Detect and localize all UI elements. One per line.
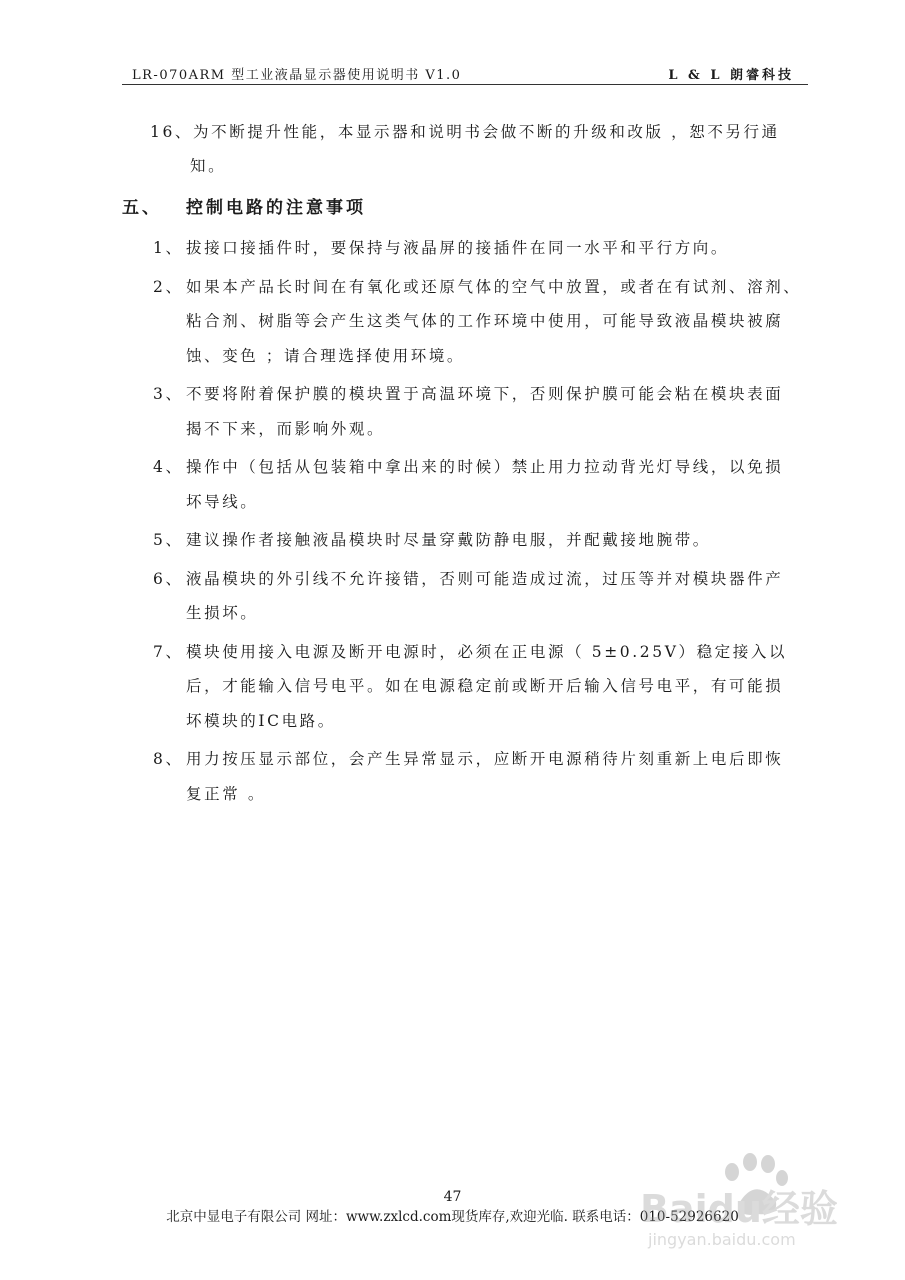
section-item-number: 8、 <box>153 750 184 768</box>
section-heading <box>122 193 366 218</box>
page-footer: 北京中显电子有限公司 网址：www.zxlcd.com现货库存,欢迎光临. 联系电话：010-52926620 <box>166 1209 739 1225</box>
section-item-8-line-1 <box>153 747 783 769</box>
section-item-7-line-1 <box>153 640 787 662</box>
section-item-text: 液晶模块的外引线不允许接错，否则可能造成过流，过压等并对模块器件产 <box>186 569 784 588</box>
section-item-6-line-1 <box>153 567 783 589</box>
section-item-number: 3、 <box>153 385 184 403</box>
watermark-logo <box>640 1150 860 1260</box>
section-item-text: 建议操作者接触液晶模块时尽量穿戴防静电服，并配戴接地腕带。 <box>186 531 711 549</box>
page-header <box>122 64 808 85</box>
section-item-6-line-2: 生损坏。 <box>186 604 259 622</box>
section-item-3-line-1 <box>153 382 783 404</box>
section-item-4-line-1 <box>153 455 783 477</box>
watermark-brand: Baidu经验 <box>640 1187 838 1231</box>
section-item-1-line-1 <box>153 236 729 258</box>
section-item-7-line-3: 坏模块的IC电路。 <box>186 711 336 730</box>
section-item-2-line-3: 蚀、变色 ；请合理选择使用环境。 <box>186 346 466 365</box>
section-title: 控制电路的注意事项 <box>186 198 366 218</box>
section-item-text: 操作中（包括从包装箱中拿出来的时候）禁止用力拉动背光灯导线，以免损 <box>186 458 784 476</box>
company-name: L & L 朗睿科技 <box>668 68 794 83</box>
section-item-8-line-2: 复正常 。 <box>186 784 266 803</box>
section-item-text: 模块使用接入电源及断开电源时，必须在正电源（ 5±0.25V）稳定接入以 <box>186 642 788 661</box>
section-item-text: 拔接口接插件时，要保持与液晶屏的接插件在同一水平和平行方向。 <box>186 239 730 257</box>
section-item-text: 用力按压显示部位，会产生异常显示，应断开电源稍待片刻重新上电后即恢 <box>186 750 784 768</box>
section-item-4-line-2: 坏导线。 <box>186 492 259 511</box>
section-item-number: 5、 <box>153 531 184 549</box>
section-item-number: 2、 <box>153 277 184 296</box>
section-item-7-line-2: 后，才能输入信号电平。如在电源稳定前或断开后输入信号电平，有可能损 <box>186 677 784 695</box>
item-16-line-1: 16、为不断提升性能，本显示器和说明书会做不断的升级和改版 ，恕不另行通 <box>150 123 780 141</box>
section-item-text: 不要将附着保护膜的模块置于高温环境下，否则保护膜可能会粘在模块表面 <box>186 385 784 403</box>
page-number: 47 <box>443 1189 462 1205</box>
section-item-2-line-1 <box>153 275 801 297</box>
section-item-3-line-2: 揭不下来，而影响外观。 <box>186 419 386 438</box>
section-item-2-line-2: 粘合剂、树脂等会产生这类气体的工作环境中使用，可能导致液晶模块被腐 <box>186 312 784 330</box>
section-item-number: 4、 <box>153 458 184 476</box>
item-16-line-2: 知。 <box>190 157 227 175</box>
section-item-number: 6、 <box>153 569 184 588</box>
section-number: 五、 <box>122 198 162 218</box>
section-item-5-line-1 <box>153 528 711 550</box>
section-item-text: 如果本产品长时间在有氧化或还原气体的空气中放置，或者在有试剂、溶剂、 <box>186 277 802 296</box>
document-title: LR-070ARM 型工业液晶显示器使用说明书 V1.0 <box>132 68 462 83</box>
section-item-number: 7、 <box>153 642 184 661</box>
section-item-number: 1、 <box>153 239 184 257</box>
watermark-url: jingyan.baidu.com <box>648 1230 796 1249</box>
